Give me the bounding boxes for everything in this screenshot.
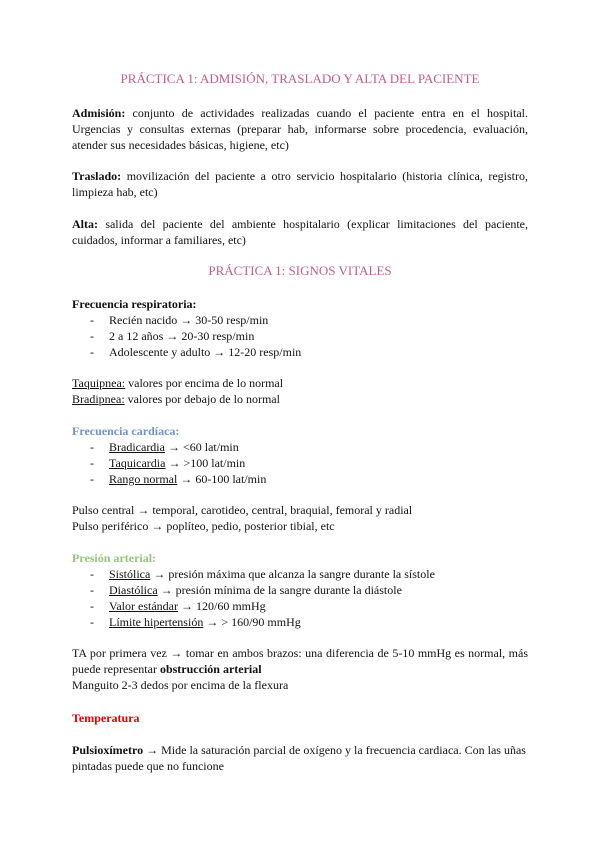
term-admision: Admisión: <box>72 106 126 120</box>
line-manguito: Manguito 2-3 dedos por encima de la flexura <box>72 678 289 692</box>
definition-bradipnea: valores por debajo de lo normal <box>124 392 280 406</box>
list-item <box>90 344 301 360</box>
term-taquipnea: Taquipnea: <box>72 376 126 390</box>
list-item-text: → presión máxima que alcanza la sangre durante la sístole <box>150 567 435 581</box>
list-item <box>90 312 301 328</box>
term-alta: Alta: <box>72 217 98 231</box>
heading-frecuencia-cardiaca: Frecuencia cardíaca: <box>72 424 180 438</box>
definition-alta: salida del paciente del ambiente hospitalario (explicar limitaciones del paciente, cuidados, informar a familiares, etc) <box>72 217 528 247</box>
heading-temperatura: Temperatura <box>72 711 140 725</box>
list-item-term: Límite hipertensión <box>109 615 204 629</box>
list-frecuencia-respiratoria <box>90 312 301 360</box>
list-item-text: Recién nacido → 30-50 resp/min <box>109 313 269 327</box>
ta-text: TA por primera vez → tomar en ambos brazos: una diferencia de 5-10 mmHg es normal, más puede representar <box>72 646 528 676</box>
list-presion-arterial <box>90 566 435 630</box>
line-bradipnea <box>72 391 280 407</box>
list-dash: - <box>90 599 94 613</box>
section-title-signos-vitales: PRÁCTICA 1: SIGNOS VITALES <box>208 263 392 278</box>
list-item-text: → presión mínima de la sangre durante la diástole <box>157 583 402 597</box>
term-traslado: Traslado: <box>72 169 122 183</box>
paragraph-ta <box>72 645 528 677</box>
list-dash: - <box>90 567 94 581</box>
list-dash: - <box>90 345 94 359</box>
section-title-admision: PRÁCTICA 1: ADMISIÓN, TRASLADO Y ALTA DEL PACIENTE <box>120 71 480 86</box>
list-item <box>90 455 266 471</box>
list-item <box>90 471 266 487</box>
list-item-term: Rango normal <box>109 472 178 486</box>
list-item-term: Bradicardia <box>109 440 165 454</box>
paragraph-pulsioximetro <box>72 742 528 774</box>
list-item <box>90 439 266 455</box>
term-bradipnea: Bradipnea: <box>72 392 125 406</box>
definition-admision: conjunto de actividades realizadas cuando el paciente entra en el hospital. Urgencias y consultas externas (preparar hab, informarse sobre procedencia, evaluación, atender sus necesidades básicas, higiene, etc) <box>72 106 528 152</box>
list-dash: - <box>90 583 94 597</box>
line-pulso-central: Pulso central → temporal, carotideo, central, braquial, femoral y radial <box>72 503 413 517</box>
heading-frecuencia-respiratoria: Frecuencia respiratoria: <box>72 297 197 311</box>
list-item-text: 2 a 12 años → 20-30 resp/min <box>109 329 255 343</box>
list-item-term: Valor estándar <box>109 599 178 613</box>
list-item-text: → <60 lat/min <box>164 440 239 454</box>
list-dash: - <box>90 329 94 343</box>
paragraph-admision <box>72 105 528 153</box>
paragraph-alta <box>72 216 528 248</box>
list-item-text: → >100 lat/min <box>165 456 246 470</box>
list-item <box>90 566 435 582</box>
list-item <box>90 614 435 630</box>
list-dash: - <box>90 472 94 486</box>
list-item-text: Adolescente y adulto → 12-20 resp/min <box>109 345 302 359</box>
list-item-text: → 60-100 lat/min <box>177 472 267 486</box>
list-dash: - <box>90 440 94 454</box>
list-frecuencia-cardiaca <box>90 439 266 487</box>
list-item <box>90 582 435 598</box>
list-item-term: Diastólica <box>109 583 158 597</box>
definition-traslado: movilización del paciente a otro servicio hospitalario (historia clínica, registro, limpieza hab, etc) <box>72 169 528 199</box>
list-dash: - <box>90 615 94 629</box>
list-item <box>90 598 435 614</box>
list-dash: - <box>90 456 94 470</box>
list-item-term: Sistólica <box>109 567 151 581</box>
line-pulso-periferico: Pulso periférico → poplíteo, pedio, posterior tibial, etc <box>72 519 335 533</box>
list-item <box>90 328 301 344</box>
line-taquipnea <box>72 375 283 391</box>
list-dash: - <box>90 313 94 327</box>
list-item-text: → > 160/90 mmHg <box>203 615 301 629</box>
ta-bold: obstrucción arterial <box>159 662 262 676</box>
definition-pulsioximetro: → Mide la saturación parcial de oxígeno y la frecuencia cardiaca. Con las uñas pintadas puede que no funcione <box>72 743 526 773</box>
heading-presion-arterial: Presión arterial: <box>72 551 157 565</box>
list-item-text: → 120/60 mmHg <box>177 599 266 613</box>
definition-taquipnea: valores por encima de lo normal <box>125 376 284 390</box>
term-pulsioximetro: Pulsioxímetro <box>72 743 144 757</box>
list-item-term: Taquicardia <box>109 456 166 470</box>
paragraph-traslado <box>72 168 528 200</box>
